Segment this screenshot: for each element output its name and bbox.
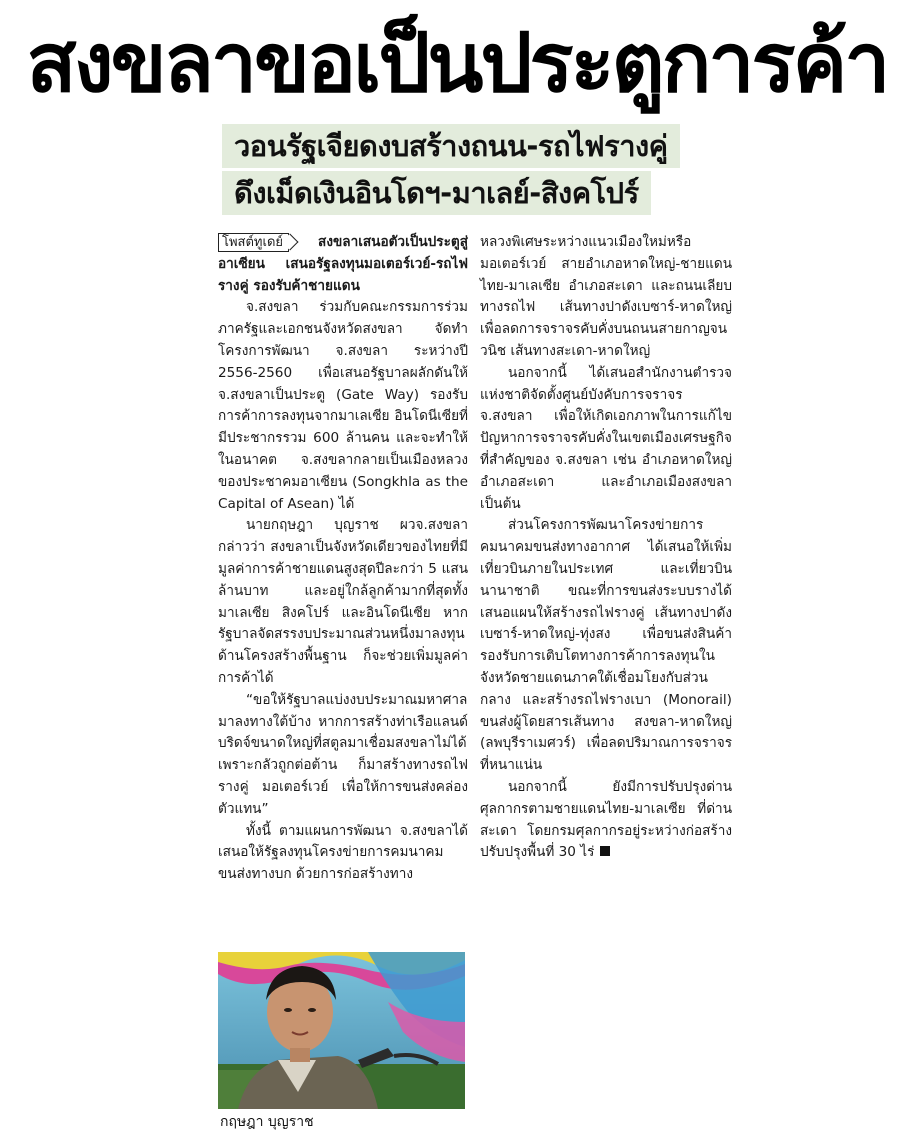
portrait-photo [218,952,465,1109]
article-column-left [218,232,468,886]
lead-text: สงขลาเสนอตัวเป็นประตูสู่อาเซียน เสนอรัฐลงทุนมอเตอร์เวย์-รถไฟรางคู่ รองรับค้าชายแดน [218,234,468,294]
body-paragraph: จ.สงขลา ร่วมกับคณะกรรมการร่วมภาครัฐและเอกชนจังหวัดสงขลา จัดทำโครงการพัฒนา จ.สงขลา ระหว่างปี 2556-2560 เพื่อเสนอรัฐบาลผลักดันให้จ.สงขลาเป็นประตู (Gate Way) รองรับการค้าการลงทุนจากมาเลเซีย อินโดนีเซียที่มีประชากรรวม 600 ล้านคน และจะทำให้ในอนาคต จ.สงขลากลายเป็นเมืองหลวงของประชาคมอาเซียน (Songkhla as the Capital of Asean) ได้ [218,299,468,512]
body-paragraph: ส่วนโครงการพัฒนาโครงข่ายการคมนาคมขนส่งทางอากาศ ได้เสนอให้เพิ่มเที่ยวบินภายในประเทศ และเที่ยวบินนานาชาติ ขณะที่การขนส่งระบบรางได้เสนอแผนให้สร้างรถไฟรางคู่ เส้นทางปาดังเบซาร์-หาดใหญ่-ทุ่งสง เพื่อขนส่งสินค้ารองรับการเติบโตทางการค้าการลงทุนในจังหวัดชายแดนภาคใต้เชื่อมโยงกับส่วนกลาง และสร้างรถไฟรางเบา (Monorail) ขนส่งผู้โดยสารเส้นทาง สงขลา-หาดใหญ่ (ลพบุรีราเมศวร์) เพื่อลดปริมาณการจราจรที่หนาแน่น [480,517,732,774]
article-column-right [480,232,732,864]
end-mark-icon [600,846,610,856]
body-paragraph: นอกจากนี้ ได้เสนอสำนักงานตำรวจแห่งชาติจัดตั้งศูนย์บังคับการจราจร จ.สงขลา เพื่อให้เกิดเอกภาพในการแก้ไขปัญหาการจราจรคับคั่งในเขตเมืองเศรษฐกิจที่สำคัญของ จ.สงขลา เช่น อำเภอหาดใหญ่ อำเภอสะเดา และอำเภอเมืองสงขลา เป็นต้น [480,364,732,512]
lead-paragraph [218,232,468,297]
final-paragraph-text: นอกจากนี้ ยังมีการปรับปรุงด่านศุลกากรตามชายแดนไทย-มาเลเซีย ที่ด่านสะเดา โดยกรมศุลกากรอยู่ระหว่างก่อสร้างปรับปรุงพื้นที่ 30 ไร่ [480,778,732,861]
subheadline-2: ดึงเม็ดเงินอินโดฯ-มาเลย์-สิงคโปร์ [222,171,651,215]
subheadline-1: วอนรัฐเจียดงบสร้างถนน-รถไฟรางคู่ [222,124,680,168]
body-paragraph: ทั้งนี้ ตามแผนการพัฒนา จ.สงขลาได้เสนอให้รัฐลงทุนโครงข่ายการคมนาคมขนส่งทางบก ด้วยการก่อสร้างทาง [218,822,468,883]
source-tag: โพสต์ทูเดย์ [218,233,289,252]
headline: สงขลาขอเป็นประตูการค้า [26,16,888,111]
quote-paragraph: “ขอให้รัฐบาลแบ่งงบประมาณมหาศาลมาลงทางใต้บ้าง หากการสร้างท่าเรือแลนด์บริดจ์ขนาดใหญ่ที่สตูลมาเชื่อมสงขลาไม่ได้ เพราะกลัวถูกต่อต้าน ก็มาสร้างทางรถไฟรางคู่ มอเตอร์เวย์ เพื่อให้การขนส่งคล่องตัวแทน” [218,691,468,817]
portrait-illustration [218,952,465,1109]
photo-caption: กฤษฎา บุญราช [220,1114,314,1130]
body-paragraph: นายกฤษฎา บุญราช ผวจ.สงขลา กล่าวว่า สงขลาเป็นจังหวัดเดียวของไทยที่มีมูลค่าการค้าชายแดนสูงสุดปีละกว่า 5 แสนล้านบาท และอยู่ใกล้ลูกค้ามากที่สุดทั้งมาเลเซีย สิงคโปร์ และอินโดนีเซีย หากรัฐบาลจัดสรรงบประมาณส่วนหนึ่งมาลงทุนด้านโครงสร้างพื้นฐาน ก็จะช่วยเพิ่มมูลค่าการค้าได้ [218,517,468,686]
body-paragraph: หลวงพิเศษระหว่างแนวเมืองใหม่หรือมอเตอร์เวย์ สายอำเภอหาดใหญ่-ชายแดนไทย-มาเลเซีย อำเภอสะเดา และถนนเลียบทางรถไฟ เส้นทางปาดังเบซาร์-หาดใหญ่ เพื่อลดการจราจรคับคั่งบนถนนสายกาญจนวนิช เส้นทางสะเดา-หาดใหญ่ [480,234,732,359]
body-paragraph [480,777,732,864]
